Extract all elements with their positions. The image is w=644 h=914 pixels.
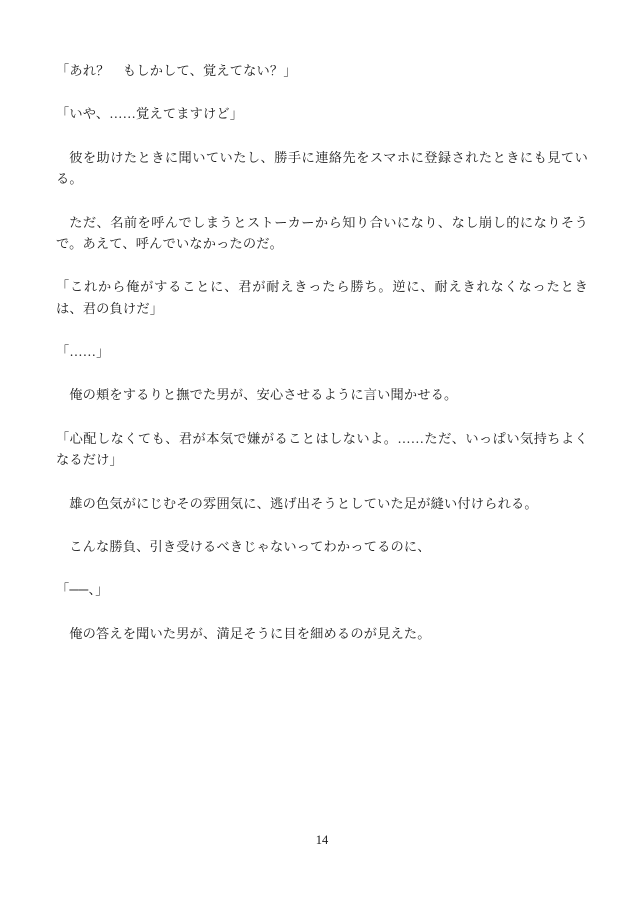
paragraph: 雄の色気がにじむその雰囲気に、逃げ出そうとしていた足が縫い付けられる。 [69, 495, 538, 511]
paragraph: 「いや、……覚えてますけど」 [56, 106, 244, 122]
paragraph: 「あれ？ もしかして、覚えてない？」 [56, 63, 297, 78]
page-number: 14 [315, 833, 329, 847]
paragraph: 「これから俺がすることに、君が耐えきったら勝ち。逆に、耐えきれなくなったときは、君の負けだ」 [56, 279, 588, 316]
paragraph: 「心配しなくても、君が本気で嫌がることはしないよ。……ただ、いっぱい気持ちよくなるだけ」 [56, 430, 588, 468]
paragraph: 俺の答えを聞いた男が、満足そうに目を細めるのが見えた。 [69, 625, 431, 641]
paragraph: 彼を助けたときに聞いていたし、勝手に連絡先をスマホに登録されたときにも見ている。 [56, 149, 588, 187]
paragraph: 「──、」 [56, 582, 109, 598]
paragraph: 俺の頬をするりと撫でた男が、安心させるように言い聞かせる。 [69, 387, 458, 403]
page-body-text [56, 60, 588, 874]
paragraph: ただ、名前を呼んでしまうとストーカーから知り合いになり、なし崩し的になりそうで。あえて、呼んでいなかったのだ。 [56, 214, 588, 251]
paragraph: 「……」 [56, 344, 110, 359]
paragraph: こんな勝負、引き受けるべきじゃないってわかってるのに、 [69, 538, 431, 554]
